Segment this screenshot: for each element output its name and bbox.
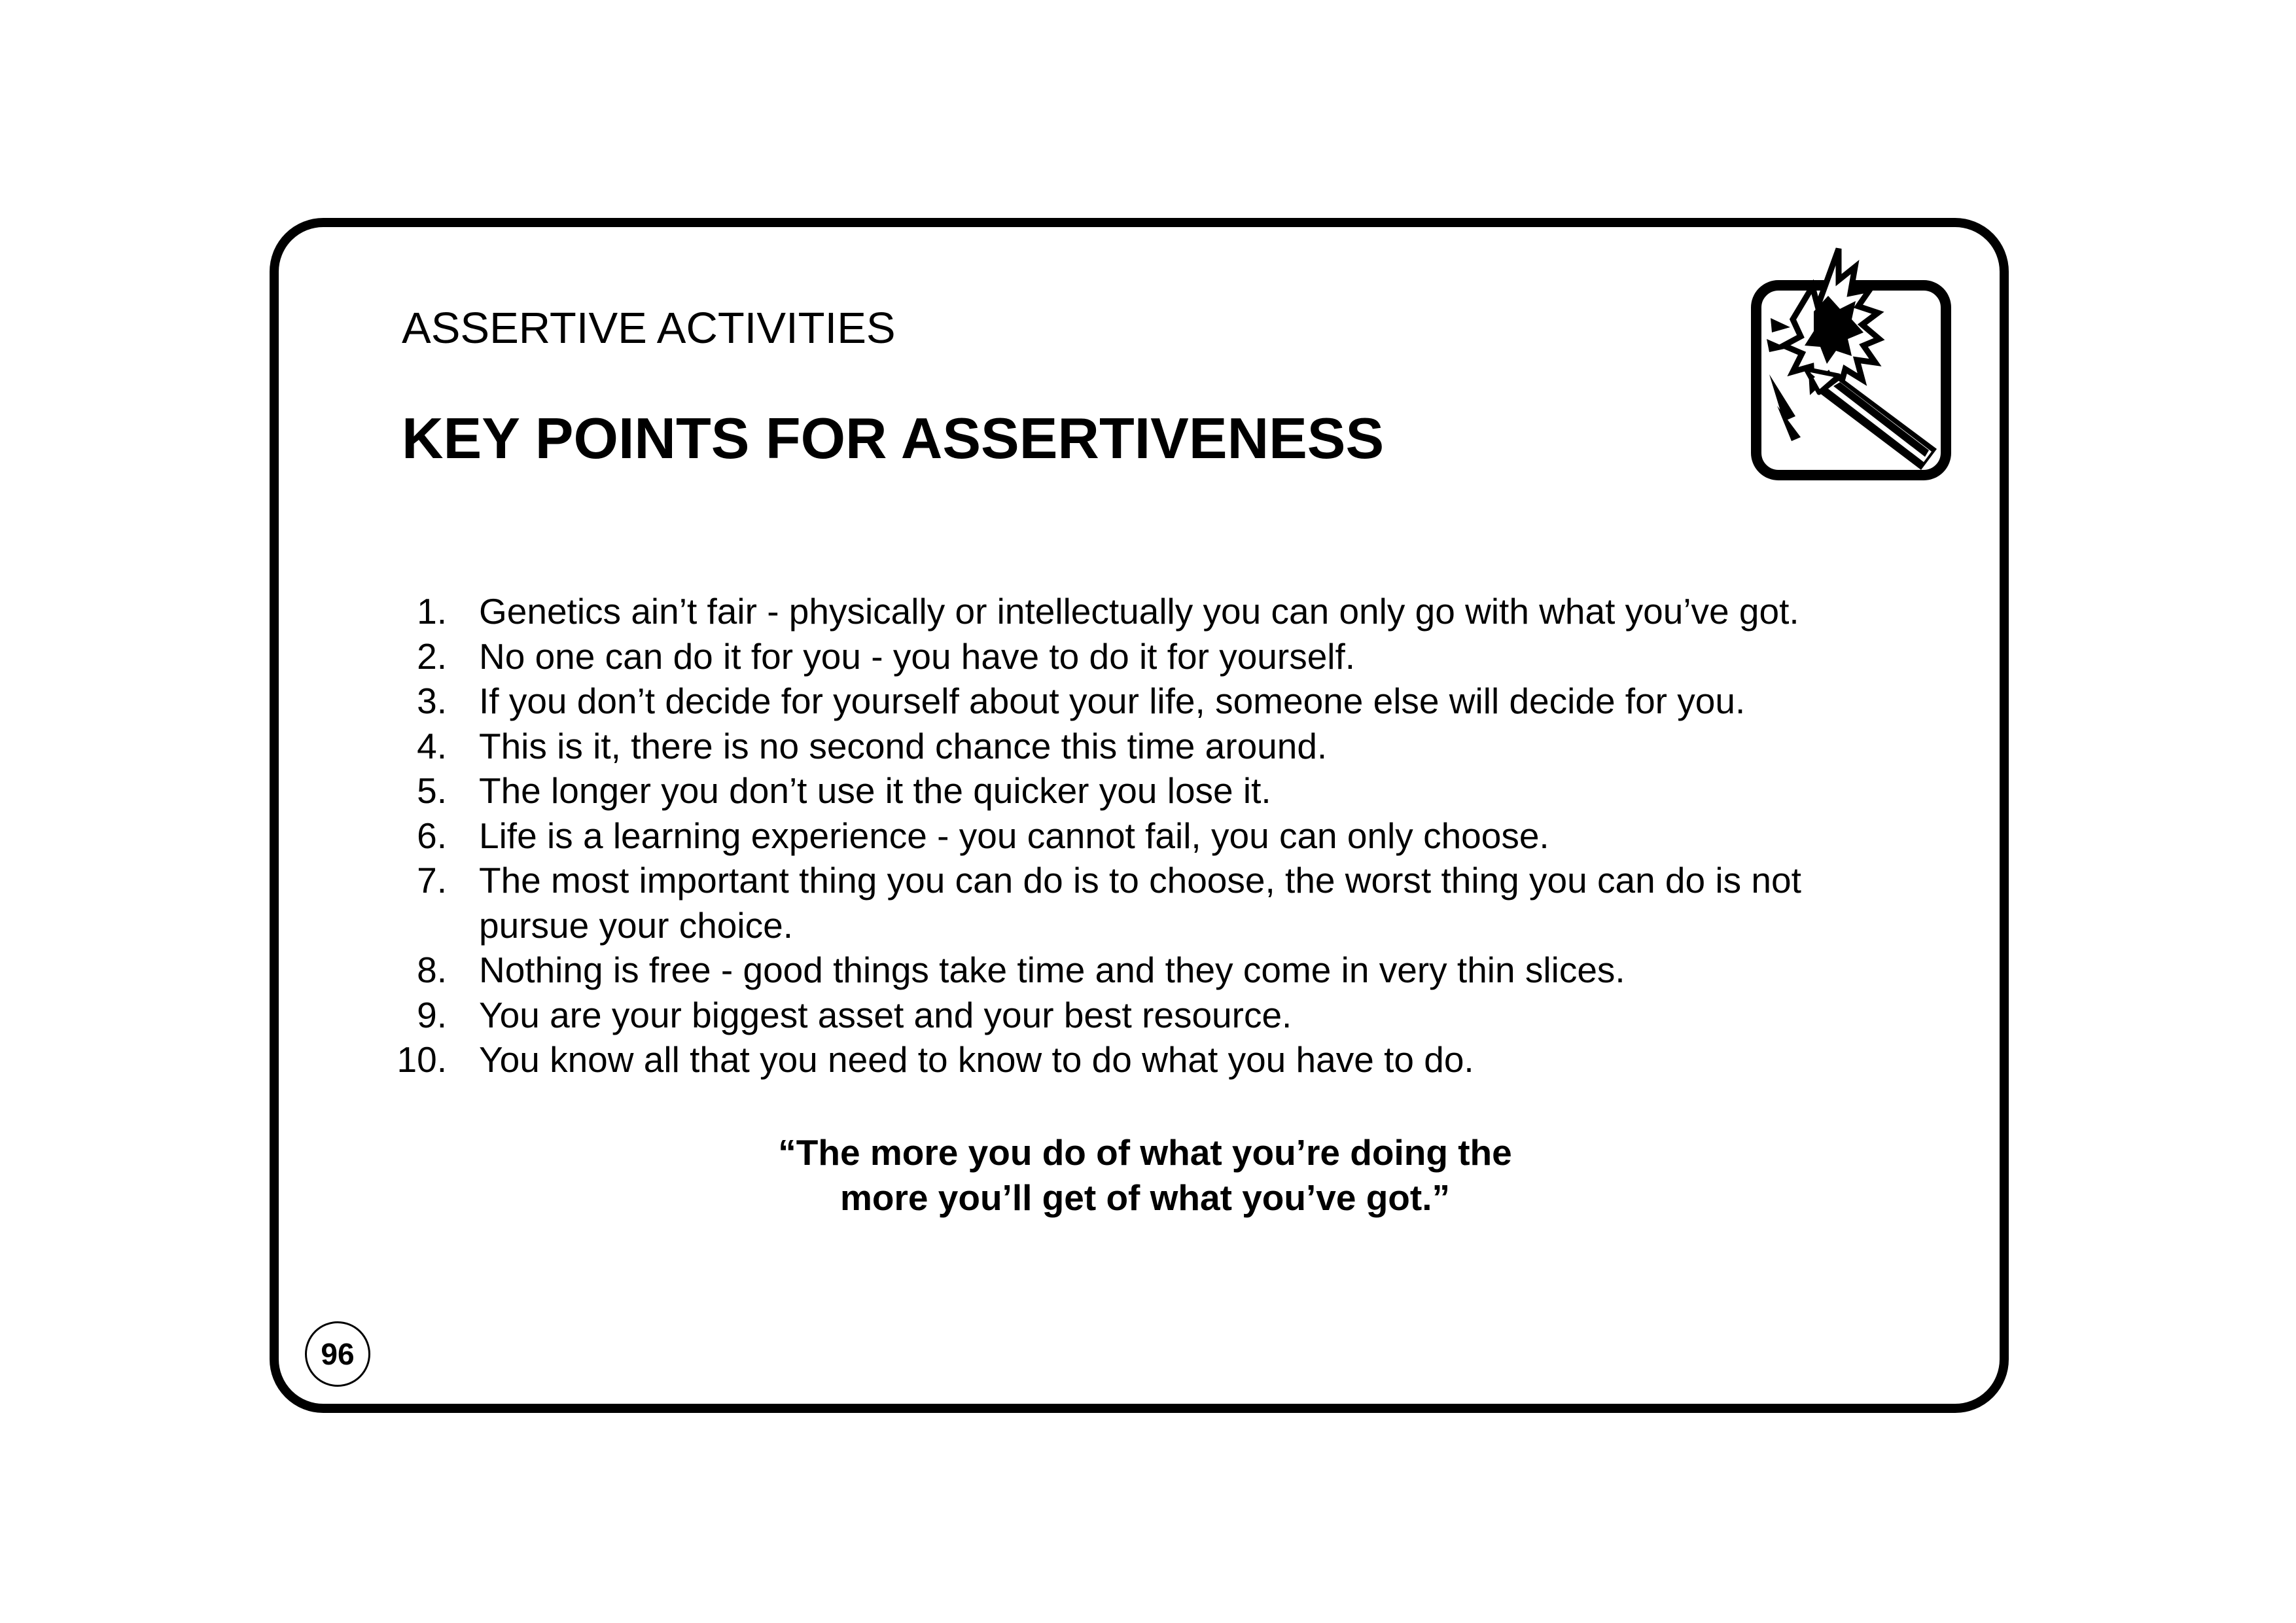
list-item [393,724,1886,769]
key-points-list [393,589,1886,1082]
exploding-pencil-icon [1740,241,1956,483]
list-item [393,634,1886,679]
item-text: You are your biggest asset and your best resource. [479,994,1292,1035]
list-item [393,993,1886,1038]
quote-line-2: more you’ll get of what you’ve got.” [839,1177,1451,1218]
quote-line-1: “The more you do of what you’re doing the [778,1132,1512,1173]
item-text: Life is a learning experience - you cannot fail, you can only choose. [479,815,1549,856]
item-number: 8. [417,950,447,990]
section-label: ASSERTIVE ACTIVITIES [402,304,896,353]
list-item [393,768,1886,813]
page-title: KEY POINTS FOR ASSERTIVENESS [402,406,1385,471]
item-text: The longer you don’t use it the quicker you lose it. [479,770,1271,811]
item-text: Nothing is free - good things take time and they come in very thin slices. [479,950,1625,990]
item-number: 1. [417,591,447,632]
item-text: If you don’t decide for yourself about your life, someone else will decide for you. [479,681,1746,721]
page-number: 96 [305,1321,370,1387]
item-number: 3. [417,681,447,721]
list-item [393,589,1886,634]
list-item [393,679,1886,724]
item-text: You know all that you need to know to do what you have to do. [479,1039,1474,1080]
item-text: This is it, there is no second chance this time around. [479,725,1328,766]
item-number: 6. [417,815,447,856]
item-text: The most important thing you can do is to choose, the worst thing you can do is not pursue your choice. [479,860,1801,946]
item-text: No one can do it for you - you have to do it for yourself. [479,635,1356,677]
item-number: 10. [397,1039,447,1080]
item-number: 2. [417,635,447,677]
list-item [393,1037,1886,1082]
item-number: 9. [417,994,447,1035]
item-number: 4. [417,725,447,766]
list-item [393,858,1886,948]
item-number: 7. [417,860,447,901]
list-item [393,948,1886,993]
list-item [393,813,1886,859]
item-number: 5. [417,770,447,811]
item-text: Genetics ain’t fair - physically or intellectually you can only go with what you’ve got. [479,591,1799,632]
